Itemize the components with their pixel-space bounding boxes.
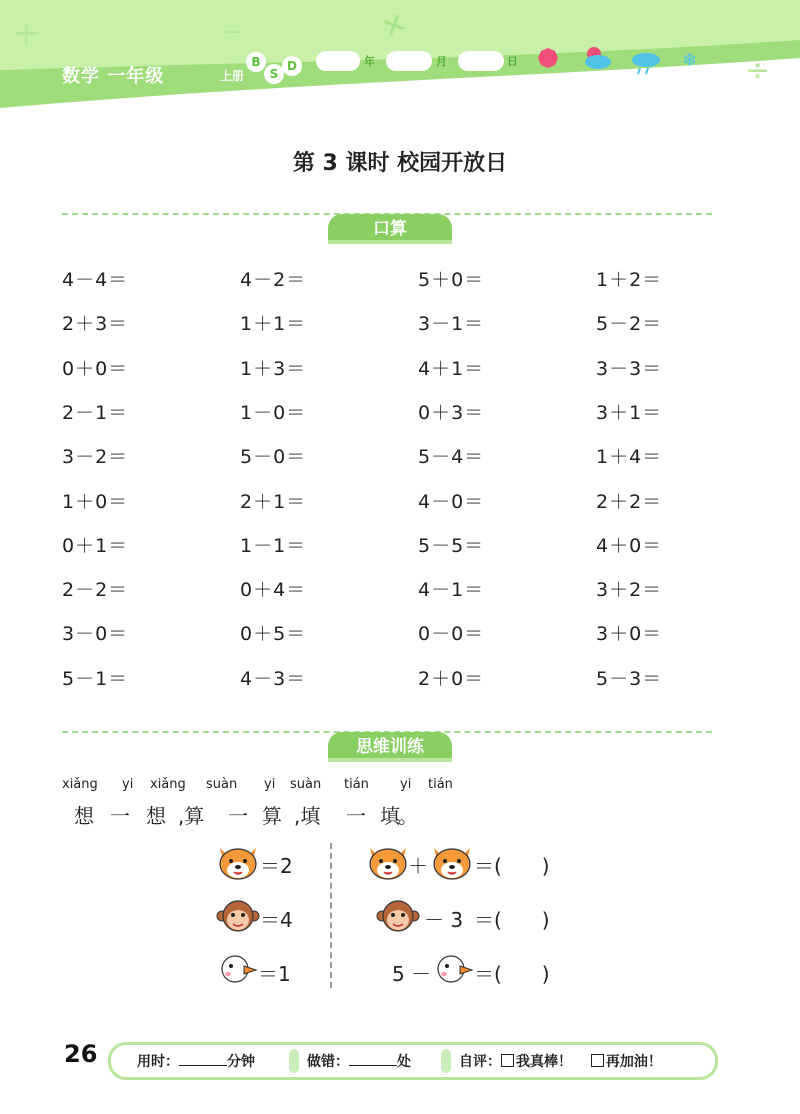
calc-problem: 5－4＝: [418, 446, 485, 469]
calc-problem: 1＋0＝: [62, 490, 129, 513]
pinyin-syllable: suàn: [206, 777, 238, 792]
instruction-char: 填: [380, 804, 400, 828]
instruction-char: 想: [74, 804, 94, 828]
pinyin-syllable: yi: [264, 777, 276, 792]
rain-icon: [632, 53, 660, 74]
error-count: [307, 1051, 411, 1071]
vertical-divider: [330, 843, 332, 988]
calc-problem: 0＋0＝: [62, 357, 129, 380]
time-label: 用时：: [137, 1054, 179, 1070]
calc-problem: 3－1＝: [418, 313, 485, 336]
eval-good-checkbox[interactable]: [501, 1054, 514, 1067]
monkey-equation: ＝4: [260, 908, 293, 932]
footer-separator: [289, 1049, 299, 1073]
instruction-char: ,填: [294, 804, 321, 828]
svg-text:+: +: [12, 13, 41, 53]
pinyin-syllable: suàn: [290, 777, 322, 792]
calc-problem: 2＋0＝: [418, 667, 485, 690]
day-label: 日: [507, 55, 518, 68]
calc-problem: 3－0＝: [62, 623, 129, 646]
calc-problem: 1＋2＝: [596, 269, 663, 291]
section-tab-oral-calc: 口算: [328, 214, 452, 244]
calc-problem: 5＋0＝: [418, 269, 485, 291]
dog-icon: [216, 844, 260, 880]
calc-problem: 3＋1＝: [596, 401, 663, 424]
calc-problem: 4＋1＝: [418, 357, 485, 380]
eval-try-checkbox[interactable]: [591, 1054, 604, 1067]
calc-problem: 0＋5＝: [240, 623, 307, 646]
instruction-char: 一: [346, 804, 366, 828]
instruction-char: 一: [110, 804, 130, 828]
calc-problem: 1－0＝: [240, 401, 307, 424]
year-field[interactable]: [316, 51, 360, 71]
answer-blank-3[interactable]: ＝( ): [474, 962, 550, 986]
monkey-icon: [216, 898, 260, 934]
calc-problem: 5－3＝: [596, 667, 663, 690]
plus-sign: ＋: [408, 854, 428, 878]
edition-letter-b: B: [246, 52, 266, 72]
eval-try-label: 再加油！: [605, 1054, 662, 1070]
instruction-char: ,算: [178, 804, 205, 828]
pinyin-syllable: yi: [122, 777, 134, 792]
svg-text:+: +: [374, 1, 415, 49]
calc-problem: 3－2＝: [62, 446, 129, 469]
calc-problem: 4－2＝: [240, 269, 307, 291]
instruction-char: 一: [228, 804, 248, 828]
calc-problem: 3＋2＝: [596, 579, 663, 602]
calc-problem: 4－1＝: [418, 579, 485, 602]
calc-problem: 2＋3＝: [62, 313, 129, 336]
calc-problem: 1＋1＝: [240, 313, 307, 336]
calc-problem: 1＋4＝: [596, 446, 663, 469]
time-spent: [137, 1051, 255, 1071]
answer-blank-2[interactable]: ＝( ): [474, 908, 550, 932]
book-label: 上册: [220, 69, 245, 83]
page-number: 26: [64, 1040, 98, 1068]
pinyin-syllable: tián: [428, 777, 453, 792]
minus-three: － 3: [424, 908, 464, 932]
footer-bar: [108, 1042, 718, 1080]
calc-problem: 4＋0＝: [596, 534, 663, 557]
dog-equation: ＝2: [260, 854, 293, 878]
pinyin-syllable: tián: [344, 777, 369, 792]
month-field[interactable]: [386, 51, 432, 71]
instruction-char: 。: [398, 804, 418, 828]
calc-problem: 0－0＝: [418, 623, 485, 646]
pinyin-syllable: xiǎng: [150, 777, 186, 792]
calc-problem: 2＋1＝: [240, 490, 307, 513]
instruction-char: 算: [262, 804, 282, 828]
calc-problem: 0＋1＝: [62, 534, 129, 557]
snow-icon: [682, 50, 697, 71]
error-label: 做错：: [307, 1054, 349, 1070]
error-unit: 处: [397, 1054, 411, 1070]
calc-problem: 2－2＝: [62, 579, 129, 602]
weather-icons: [538, 46, 698, 76]
calc-problem: 5－1＝: [62, 667, 129, 690]
sun-icon: [538, 48, 558, 68]
pinyin-syllable: yi: [400, 777, 412, 792]
five-minus: 5 －: [392, 962, 432, 986]
dog-icon: [430, 844, 474, 880]
error-input[interactable]: [349, 1053, 397, 1066]
calc-problem: 2－1＝: [62, 401, 129, 424]
calc-problem: 2＋2＝: [596, 490, 663, 513]
month-label: 月: [436, 55, 447, 68]
calc-problem: 3－3＝: [596, 357, 663, 380]
calc-problem: 1＋3＝: [240, 357, 307, 380]
footer-separator: [441, 1049, 451, 1073]
calc-problem: 5－0＝: [240, 446, 307, 469]
dog-icon: [366, 844, 410, 880]
goose-equation: ＝1: [258, 962, 291, 986]
calc-problem: 3＋0＝: [596, 623, 663, 646]
svg-text:❄: ❄: [682, 50, 698, 71]
page-header: [0, 0, 800, 112]
cloud-sun-icon: [585, 47, 611, 69]
year-label: 年: [364, 55, 375, 68]
time-input[interactable]: [179, 1053, 227, 1066]
edition-letter-d: D: [282, 56, 302, 76]
calc-problem: 4－4＝: [62, 269, 129, 291]
calc-problem: 4－0＝: [418, 490, 485, 513]
calc-problem: 5－5＝: [418, 534, 485, 557]
goose-icon: [218, 952, 258, 986]
goose-icon: [434, 952, 474, 986]
svg-text:÷: ÷: [745, 53, 771, 88]
svg-text:−: −: [222, 17, 244, 47]
subject-label: 数学 一年级: [62, 66, 165, 87]
eval-label: 自评：: [459, 1054, 501, 1070]
calc-problem: 1－1＝: [240, 534, 307, 557]
monkey-icon: [376, 898, 420, 934]
page-title: 第 3 课时 校园开放日: [292, 151, 508, 176]
calc-problem: 5－2＝: [596, 313, 663, 336]
time-unit: 分钟: [227, 1054, 255, 1070]
calc-problem: 4－3＝: [240, 667, 307, 690]
section-tab-thinking: 思维训练: [328, 732, 452, 762]
self-evaluation: [459, 1051, 662, 1071]
instruction-char: 想: [146, 804, 166, 828]
answer-blank-1[interactable]: ＝( ): [474, 854, 550, 878]
calc-problem: 0＋4＝: [240, 579, 307, 602]
eval-good-label: 我真棒！: [516, 1054, 572, 1070]
calc-problem: 0＋3＝: [418, 401, 485, 424]
edition-letter-s: S: [264, 64, 284, 84]
pinyin-syllable: xiǎng: [62, 777, 98, 792]
day-field[interactable]: [458, 51, 504, 71]
